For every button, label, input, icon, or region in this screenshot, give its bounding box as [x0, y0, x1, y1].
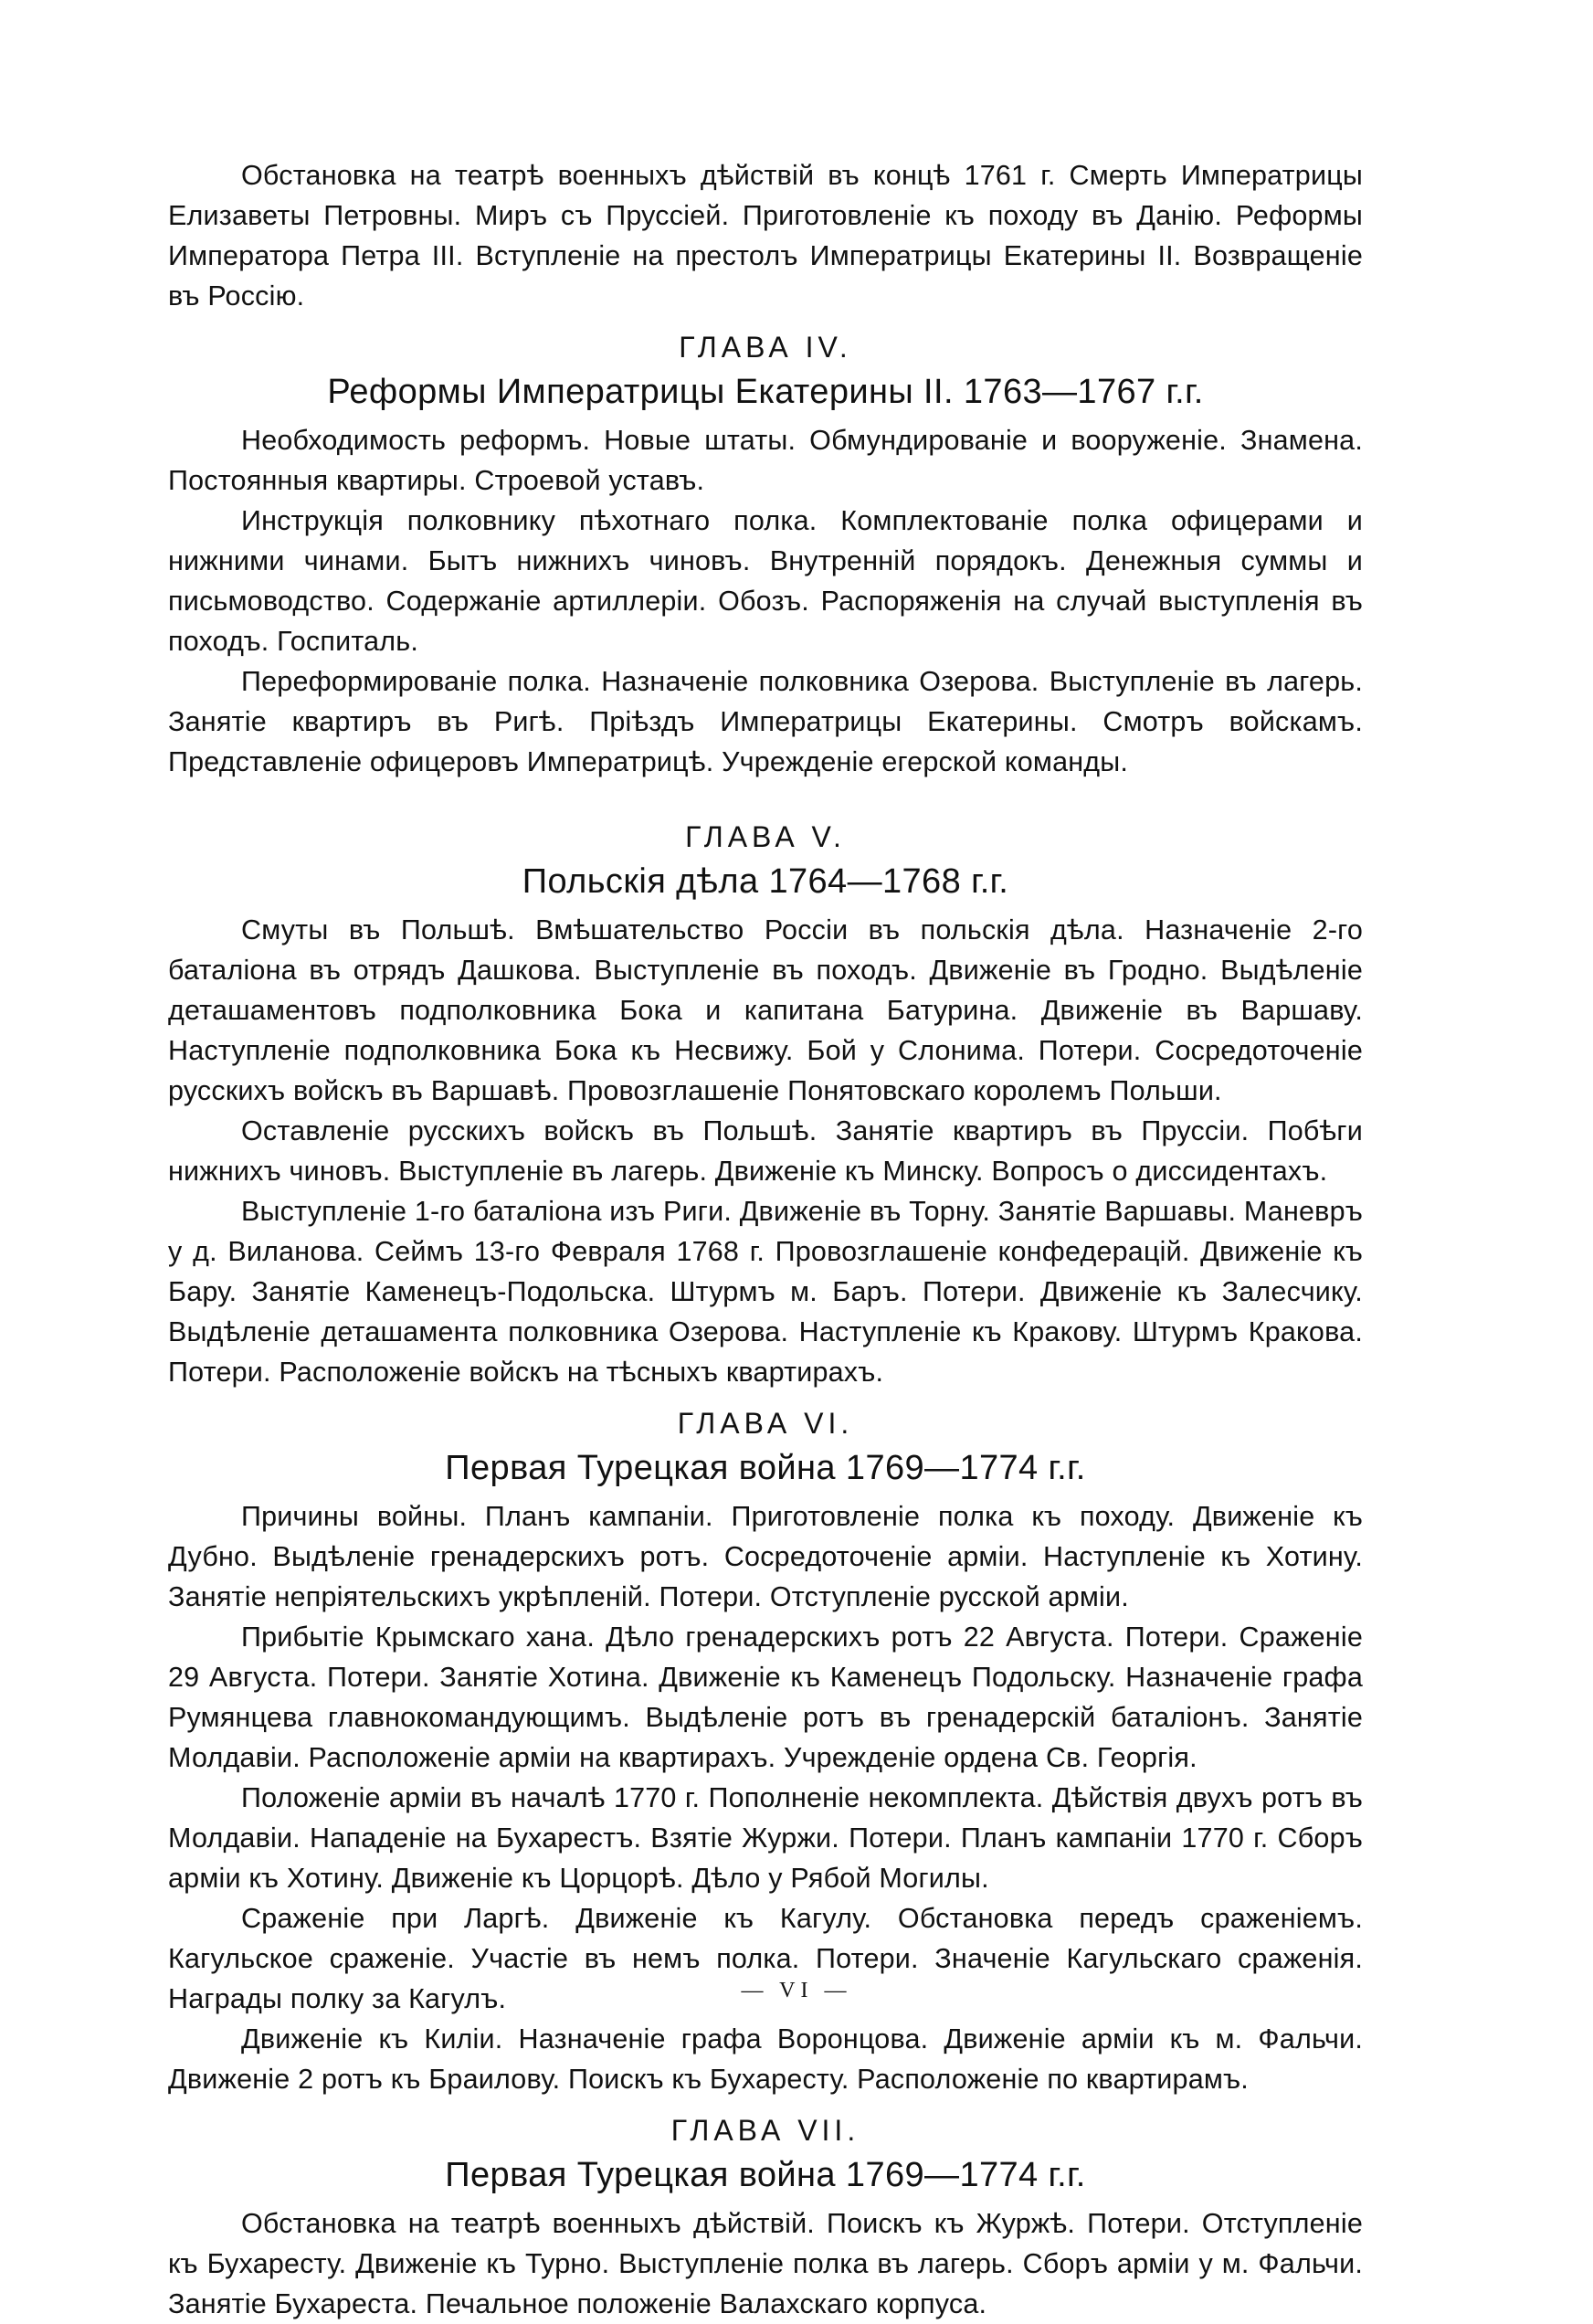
chapter-title: Реформы Императрицы Екатерины II. 1763—1767 г.г. [327, 373, 1204, 411]
spacer [168, 316, 1363, 327]
chapter-paragraph: Инструкція полковнику пѣхотнаго полка. Комплектованіе полка офицерами и нижними чинами. Бытъ нижнихъ чиновъ. Внутренній порядокъ. Денежныя суммы и письмоводство. Содержаніе артиллеріи. Обозъ. Распоряженія на случай выступленія въ походъ. Госпиталь. [168, 505, 1363, 657]
chapter-paragraph: Сраженіе при Ларгѣ. Движеніе къ Кагулу. Обстановка передъ сраженіемъ. Кагульское сраженіе. Участіе въ немъ полка. Потери. Значеніе Кагульскаго сраженія. Награды полку за Кагулъ. [168, 1903, 1363, 2014]
chapter-label: ГЛАВА VI. [677, 1407, 854, 1440]
chapter-label: ГЛАВА IV. [679, 331, 852, 364]
chapter-7 [168, 2110, 1363, 2324]
spacer [168, 782, 1363, 817]
chapter-paragraph: Прибытіе Крымскаго хана. Дѣло гренадерскихъ ротъ 22 Августа. Потери. Сраженіе 29 Августа. Потери. Занятіе Хотина. Движеніе къ Каменецъ Подольску. Назначеніе графа Румянцева главнокомандующимъ. Выдѣленіе ротъ въ гренадерскій баталіонъ. Занятіе Молдавіи. Расположеніе арміи на квартирахъ. Учрежденіе ордена Св. Георгія. [168, 1622, 1363, 1773]
chapter-label: ГЛАВА V. [685, 820, 846, 853]
intro-paragraph: Обстановка на театрѣ военныхъ дѣйствій въ концѣ 1761 г. Смерть Императрицы Елизаветы Петровны. Миръ съ Пруссіей. Приготовленіе къ походу въ Данію. Реформы Императора Петра III. Вступленіе на престолъ Императрицы Екатерины II. Возвращеніе въ Россію. [168, 160, 1363, 312]
chapter-paragraph: Необходимость реформъ. Новые штаты. Обмундированіе и вооруженіе. Знамена. Постоянныя квартиры. Строевой уставъ. [168, 425, 1363, 496]
chapter-title: Польскія дѣла 1764—1768 г.г. [522, 862, 1009, 901]
chapter-paragraph: Причины войны. Планъ кампаніи. Приготовленіе полка къ походу. Движеніе къ Дубно. Выдѣленіе гренадерскихъ ротъ. Сосредоточеніе арміи. Наступленіе къ Хотину. Занятіе непріятельскихъ укрѣпленій. Потери. Отступленіе русской арміи. [168, 1501, 1363, 1612]
chapter-title: Первая Турецкая война 1769—1774 г.г. [445, 1449, 1086, 1487]
spacer [168, 2099, 1363, 2110]
chapter-paragraph: Смуты въ Польшѣ. Вмѣшательство Россіи въ польскія дѣла. Назначеніе 2-го баталіона въ отрядъ Дашкова. Выступленіе въ походъ. Движеніе въ Гродно. Выдѣленіе деташаментовъ подполковника Бока и капитана Батурина. Движеніе въ Варшаву. Наступленіе подполковника Бока къ Несвижу. Бой у Слонима. Потери. Сосредоточеніе русскихъ войскъ въ Варшавѣ. Провозглашеніе Понятовскаго королемъ Польши. [168, 914, 1363, 1106]
page-number: — VI — [741, 1979, 852, 2002]
chapter-5 [168, 817, 1363, 1392]
chapter-label: ГЛАВА VII. [670, 2114, 860, 2147]
chapter-4 [168, 327, 1363, 782]
spacer [168, 1392, 1363, 1403]
chapter-paragraph: Переформированіе полка. Назначеніе полковника Озерова. Выступленіе въ лагерь. Занятіе квартиръ въ Ригѣ. Пріѣздъ Императрицы Екатерины. Смотръ войскамъ. Представленіе офицеровъ Императрицѣ. Учрежденіе егерской команды. [168, 666, 1363, 777]
chapter-paragraph: Положеніе арміи въ началѣ 1770 г. Пополненіе некомплекта. Дѣйствія двухъ ротъ въ Молдавіи. Нападеніе на Бухарестъ. Взятіе Журжи. Потери. Планъ кампаніи 1770 г. Сборъ арміи къ Хотину. Движеніе къ Цорцорѣ. Дѣло у Рябой Могилы. [168, 1782, 1363, 1894]
chapter-paragraph: Оставленіе русскихъ войскъ въ Польшѣ. Занятіе квартиръ въ Пруссіи. Побѣги нижнихъ чиновъ. Выступленіе въ лагерь. Движеніе къ Минску. Вопросъ о диссидентахъ. [168, 1115, 1363, 1187]
chapter-paragraph: Обстановка на театрѣ военныхъ дѣйствій. Поискъ къ Журжѣ. Потери. Отступленіе къ Бухаресту. Движеніе къ Турно. Выступленіе полка въ лагерь. Сборъ арміи у м. Фальчи. Занятіе Бухареста. Печальное положеніе Валахскаго корпуса. [168, 2208, 1363, 2319]
chapter-title: Первая Турецкая война 1769—1774 г.г. [445, 2156, 1086, 2194]
chapter-paragraph: Движеніе къ Киліи. Назначеніе графа Воронцова. Движеніе арміи къ м. Фальчи. Движеніе 2 ротъ къ Браилову. Поискъ къ Бухаресту. Расположеніе по квартирамъ. [168, 2023, 1363, 2095]
chapter-paragraph: Выступленіе 1-го баталіона изъ Риги. Движеніе въ Торну. Занятіе Варшавы. Маневръ у д. Виланова. Сеймъ 13-го Февраля 1768 г. Провозглашеніе конфедерацій. Движеніе къ Бару. Занятіе Каменецъ-Подольска. Штурмъ м. Баръ. Потери. Движеніе къ Залесчику. Выдѣленіе деташамента полковника Озерова. Наступленіе къ Кракову. Штурмъ Кракова. Потери. Расположеніе войскъ на тѣсныхъ квартирахъ. [168, 1196, 1363, 1388]
